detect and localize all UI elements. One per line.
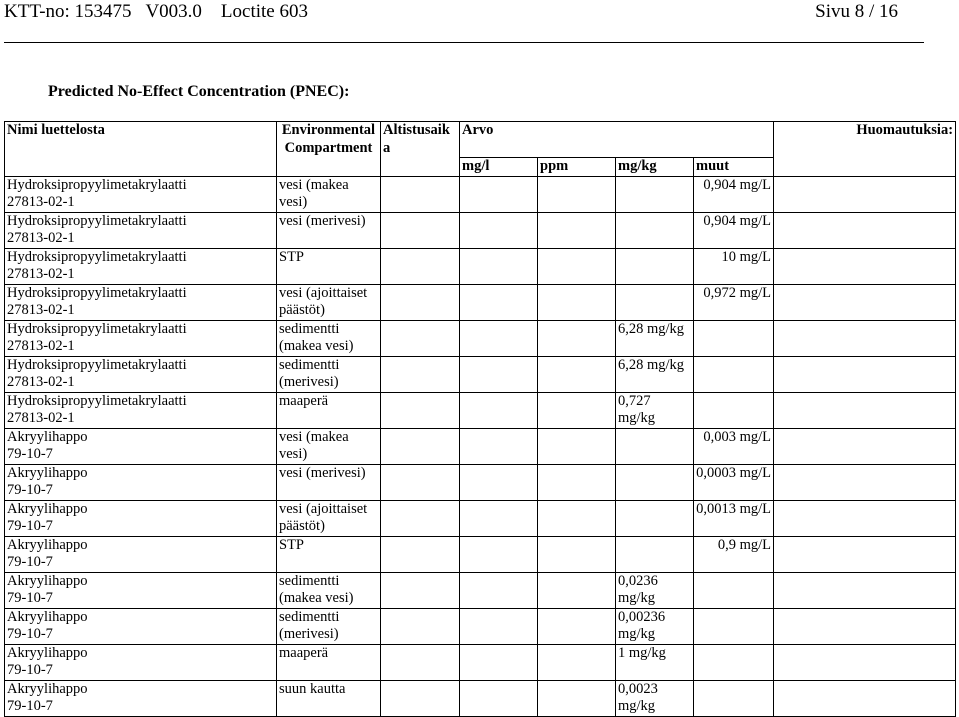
remarks-cell bbox=[774, 644, 956, 680]
ppm-cell bbox=[538, 464, 616, 500]
table-row bbox=[5, 680, 956, 716]
remarks-cell bbox=[774, 212, 956, 248]
exposure-cell bbox=[381, 608, 460, 644]
cas-number: 27813-02-1 bbox=[7, 338, 75, 354]
table-row bbox=[5, 500, 956, 536]
muut-cell bbox=[694, 644, 774, 680]
ppm-cell bbox=[538, 572, 616, 608]
substance-cell bbox=[5, 644, 277, 680]
remarks-cell bbox=[774, 500, 956, 536]
substance-cell bbox=[5, 284, 277, 320]
exposure-cell bbox=[381, 464, 460, 500]
compartment-cell: STP bbox=[277, 248, 381, 284]
cas-number: 79-10-7 bbox=[7, 662, 53, 678]
table-row bbox=[5, 320, 956, 356]
mg-l-cell bbox=[460, 680, 538, 716]
col-header-remarks: Huomautuksia: bbox=[774, 122, 956, 177]
mg-l-cell bbox=[460, 500, 538, 536]
exposure-cell bbox=[381, 284, 460, 320]
compartment-cell: vesi (makea vesi) bbox=[277, 176, 381, 212]
col-header-name: Nimi luettelosta bbox=[5, 122, 277, 177]
mg-l-cell bbox=[460, 356, 538, 392]
cas-number: 27813-02-1 bbox=[7, 266, 75, 282]
cas-number: 27813-02-1 bbox=[7, 374, 75, 390]
compartment-cell: suun kautta bbox=[277, 680, 381, 716]
substance-name: Akryylihappo bbox=[7, 428, 88, 445]
mg-l-cell bbox=[460, 248, 538, 284]
unit-mg-l: mg/l bbox=[460, 158, 538, 177]
substance-name: Akryylihappo bbox=[7, 464, 88, 481]
compartment-cell: sedimentti (makea vesi) bbox=[277, 572, 381, 608]
mg-l-cell bbox=[460, 608, 538, 644]
remarks-cell bbox=[774, 392, 956, 428]
remarks-cell bbox=[774, 284, 956, 320]
substance-name: Akryylihappo bbox=[7, 644, 88, 661]
mg-kg-cell: 1 mg/kg bbox=[616, 644, 694, 680]
substance-cell bbox=[5, 608, 277, 644]
compartment-cell: maaperä bbox=[277, 392, 381, 428]
compartment-cell: vesi (ajoittaiset päästöt) bbox=[277, 284, 381, 320]
header-divider bbox=[4, 42, 924, 43]
compartment-cell: vesi (makea vesi) bbox=[277, 428, 381, 464]
exposure-cell bbox=[381, 428, 460, 464]
substance-name: Hydroksipropyylimetakrylaatti bbox=[7, 392, 187, 409]
substance-name: Hydroksipropyylimetakrylaatti bbox=[7, 212, 187, 229]
exposure-cell bbox=[381, 644, 460, 680]
compartment-cell: maaperä bbox=[277, 644, 381, 680]
mg-l-cell bbox=[460, 644, 538, 680]
table-row bbox=[5, 284, 956, 320]
mg-kg-cell: 0,0236 mg/kg bbox=[616, 572, 694, 608]
compartment-cell: sedimentti (merivesi) bbox=[277, 608, 381, 644]
substance-cell bbox=[5, 536, 277, 572]
mg-kg-cell: 6,28 mg/kg bbox=[616, 320, 694, 356]
cas-number: 79-10-7 bbox=[7, 554, 53, 570]
remarks-cell bbox=[774, 680, 956, 716]
mg-kg-cell bbox=[616, 248, 694, 284]
cas-number: 79-10-7 bbox=[7, 626, 53, 642]
cas-number: 79-10-7 bbox=[7, 482, 53, 498]
cas-number: 27813-02-1 bbox=[7, 194, 75, 210]
mg-l-cell bbox=[460, 536, 538, 572]
muut-cell bbox=[694, 356, 774, 392]
mg-kg-cell: 0,00236 mg/kg bbox=[616, 608, 694, 644]
table-row bbox=[5, 536, 956, 572]
remarks-cell bbox=[774, 428, 956, 464]
ppm-cell bbox=[538, 680, 616, 716]
remarks-cell bbox=[774, 176, 956, 212]
substance-cell bbox=[5, 464, 277, 500]
exposure-cell bbox=[381, 356, 460, 392]
remarks-cell bbox=[774, 356, 956, 392]
col-header-exposure: Altistusaika bbox=[381, 122, 460, 177]
substance-cell bbox=[5, 680, 277, 716]
mg-kg-cell bbox=[616, 464, 694, 500]
cas-number: 27813-02-1 bbox=[7, 302, 75, 318]
ppm-cell bbox=[538, 284, 616, 320]
table-row bbox=[5, 392, 956, 428]
remarks-cell bbox=[774, 536, 956, 572]
muut-cell: 0,904 mg/L bbox=[694, 176, 774, 212]
mg-l-cell bbox=[460, 320, 538, 356]
mg-l-cell bbox=[460, 572, 538, 608]
muut-cell: 0,003 mg/L bbox=[694, 428, 774, 464]
table-row bbox=[5, 356, 956, 392]
substance-name: Akryylihappo bbox=[7, 608, 88, 625]
muut-cell bbox=[694, 392, 774, 428]
ppm-cell bbox=[538, 212, 616, 248]
remarks-cell bbox=[774, 464, 956, 500]
substance-cell bbox=[5, 248, 277, 284]
substance-name: Hydroksipropyylimetakrylaatti bbox=[7, 284, 187, 301]
mg-kg-cell bbox=[616, 428, 694, 464]
muut-cell bbox=[694, 320, 774, 356]
mg-kg-cell bbox=[616, 536, 694, 572]
ppm-cell bbox=[538, 536, 616, 572]
substance-cell bbox=[5, 320, 277, 356]
col-header-compartment: Environmental Compartment bbox=[277, 122, 381, 177]
mg-l-cell bbox=[460, 176, 538, 212]
substance-cell bbox=[5, 392, 277, 428]
compartment-cell: STP bbox=[277, 536, 381, 572]
cas-number: 79-10-7 bbox=[7, 446, 53, 462]
cas-number: 79-10-7 bbox=[7, 518, 53, 534]
exposure-cell bbox=[381, 572, 460, 608]
pnec-table bbox=[4, 121, 956, 717]
cas-number: 79-10-7 bbox=[7, 590, 53, 606]
unit-muut: muut bbox=[694, 158, 774, 177]
muut-cell: 0,904 mg/L bbox=[694, 212, 774, 248]
muut-cell: 10 mg/L bbox=[694, 248, 774, 284]
mg-l-cell bbox=[460, 428, 538, 464]
substance-name: Hydroksipropyylimetakrylaatti bbox=[7, 320, 187, 337]
mg-l-cell bbox=[460, 392, 538, 428]
muut-cell: 0,972 mg/L bbox=[694, 284, 774, 320]
table-row bbox=[5, 644, 956, 680]
section-title: Predicted No-Effect Concentration (PNEC): bbox=[48, 83, 350, 100]
ppm-cell bbox=[538, 644, 616, 680]
substance-cell bbox=[5, 356, 277, 392]
substance-name: Akryylihappo bbox=[7, 680, 88, 697]
ppm-cell bbox=[538, 428, 616, 464]
ppm-cell bbox=[538, 176, 616, 212]
exposure-cell bbox=[381, 680, 460, 716]
remarks-cell bbox=[774, 248, 956, 284]
exposure-cell bbox=[381, 392, 460, 428]
substance-name: Akryylihappo bbox=[7, 572, 88, 589]
remarks-cell bbox=[774, 572, 956, 608]
substance-name: Akryylihappo bbox=[7, 500, 88, 517]
cas-number: 27813-02-1 bbox=[7, 410, 75, 426]
compartment-cell: vesi (merivesi) bbox=[277, 212, 381, 248]
unit-mg-kg: mg/kg bbox=[616, 158, 694, 177]
mg-kg-cell: 0,727 mg/kg bbox=[616, 392, 694, 428]
mg-l-cell bbox=[460, 284, 538, 320]
page-number: Sivu 8 / 16 bbox=[815, 1, 898, 22]
muut-cell bbox=[694, 572, 774, 608]
cas-number: 79-10-7 bbox=[7, 698, 53, 714]
muut-cell: 0,9 mg/L bbox=[694, 536, 774, 572]
substance-cell bbox=[5, 428, 277, 464]
substance-cell bbox=[5, 212, 277, 248]
muut-cell bbox=[694, 680, 774, 716]
mg-kg-cell bbox=[616, 284, 694, 320]
table-row bbox=[5, 608, 956, 644]
muut-cell: 0,0003 mg/L bbox=[694, 464, 774, 500]
table-row bbox=[5, 212, 956, 248]
exposure-cell bbox=[381, 536, 460, 572]
remarks-cell bbox=[774, 320, 956, 356]
compartment-cell: vesi (merivesi) bbox=[277, 464, 381, 500]
remarks-cell bbox=[774, 608, 956, 644]
substance-name: Akryylihappo bbox=[7, 536, 88, 553]
substance-name: Hydroksipropyylimetakrylaatti bbox=[7, 356, 187, 373]
mg-l-cell bbox=[460, 212, 538, 248]
unit-ppm: ppm bbox=[538, 158, 616, 177]
mg-kg-cell bbox=[616, 500, 694, 536]
compartment-cell: vesi (ajoittaiset päästöt) bbox=[277, 500, 381, 536]
substance-cell bbox=[5, 572, 277, 608]
ppm-cell bbox=[538, 320, 616, 356]
substance-name: Hydroksipropyylimetakrylaatti bbox=[7, 176, 187, 193]
ppm-cell bbox=[538, 500, 616, 536]
mg-l-cell bbox=[460, 464, 538, 500]
substance-name: Hydroksipropyylimetakrylaatti bbox=[7, 248, 187, 265]
ppm-cell bbox=[538, 248, 616, 284]
document-id: KTT-no: 153475 V003.0 Loctite 603 bbox=[4, 1, 308, 22]
page-header bbox=[4, 1, 954, 25]
exposure-cell bbox=[381, 176, 460, 212]
table-row bbox=[5, 176, 956, 212]
ppm-cell bbox=[538, 392, 616, 428]
substance-cell bbox=[5, 176, 277, 212]
cas-number: 27813-02-1 bbox=[7, 230, 75, 246]
exposure-cell bbox=[381, 500, 460, 536]
table-row bbox=[5, 464, 956, 500]
mg-kg-cell bbox=[616, 176, 694, 212]
col-header-value: Arvo bbox=[460, 122, 774, 158]
compartment-cell: sedimentti (merivesi) bbox=[277, 356, 381, 392]
muut-cell: 0,0013 mg/L bbox=[694, 500, 774, 536]
pnec-table-body bbox=[5, 176, 956, 716]
exposure-cell bbox=[381, 212, 460, 248]
table-row bbox=[5, 572, 956, 608]
ppm-cell bbox=[538, 356, 616, 392]
exposure-cell bbox=[381, 320, 460, 356]
substance-cell bbox=[5, 500, 277, 536]
compartment-cell: sedimentti (makea vesi) bbox=[277, 320, 381, 356]
mg-kg-cell: 0,0023 mg/kg bbox=[616, 680, 694, 716]
mg-kg-cell: 6,28 mg/kg bbox=[616, 356, 694, 392]
muut-cell bbox=[694, 608, 774, 644]
table-row bbox=[5, 248, 956, 284]
ppm-cell bbox=[538, 608, 616, 644]
exposure-cell bbox=[381, 248, 460, 284]
table-row bbox=[5, 428, 956, 464]
mg-kg-cell bbox=[616, 212, 694, 248]
